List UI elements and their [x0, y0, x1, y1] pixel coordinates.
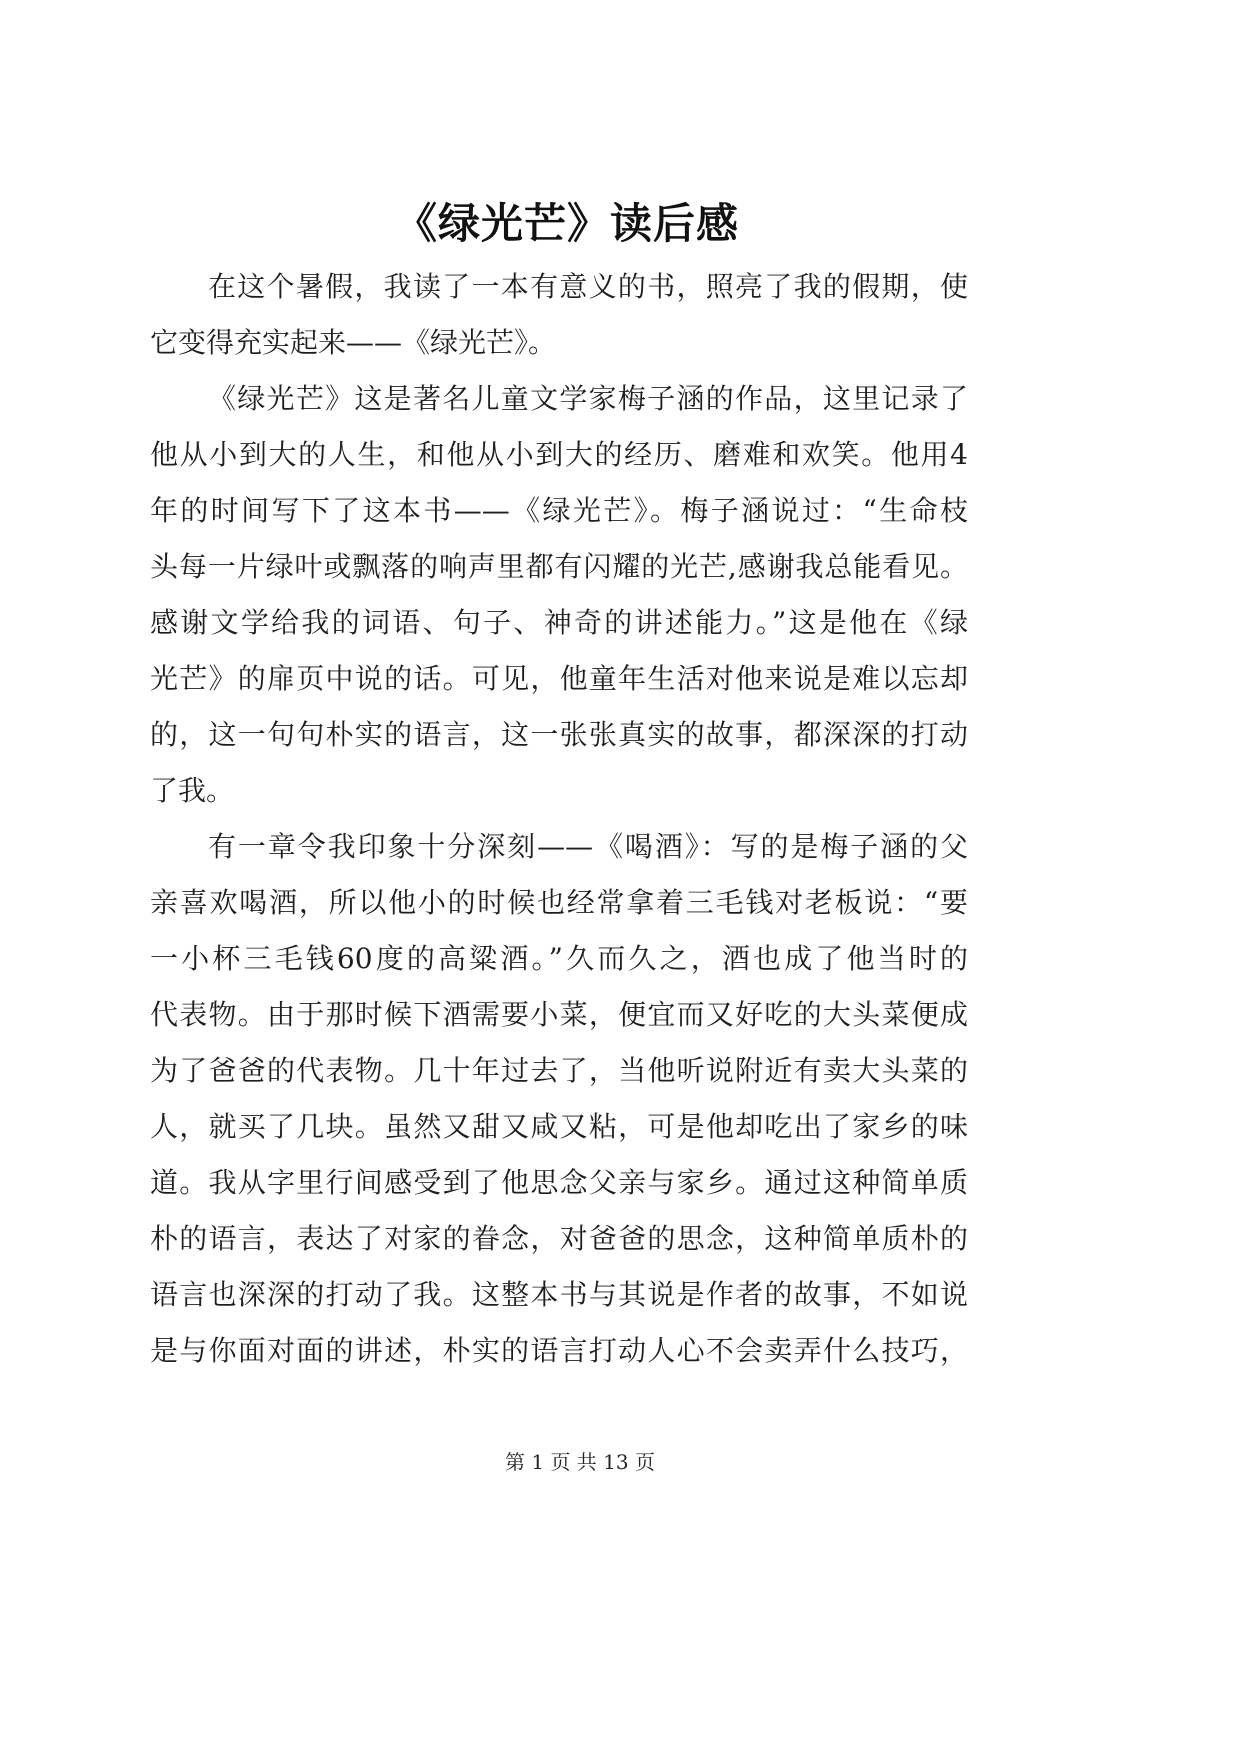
- text-line: 它变得充实起来——《绿光芒》。: [150, 326, 557, 359]
- text-line: 代表物。由于那时候下酒需要小菜，便宜而又好吃的大头菜便成: [150, 998, 968, 1031]
- document-title: 《绿光芒》读后感: [394, 199, 739, 248]
- text-line: 朴的语言，表达了对家的眷念，对爸爸的思念，这种简单质朴的: [150, 1222, 968, 1255]
- text-line: 为了爸爸的代表物。几十年过去了，当他听说附近有卖大头菜的: [150, 1054, 968, 1087]
- paragraph-3: [150, 819, 968, 1379]
- text-line: 光芒》的扉页中说的话。可见，他童年生活对他来说是难以忘却: [150, 662, 968, 695]
- text-line: 亲喜欢喝酒，所以他小的时候也经常拿着三毛钱对老板说：“要: [150, 886, 968, 919]
- text-line: 有一章令我印象十分深刻——《喝酒》：写的是梅子涵的父: [208, 830, 968, 863]
- text-line: 了我。: [150, 774, 235, 807]
- text-line: 他从小到大的人生，和他从小到大的经历、磨难和欢笑。他用4: [150, 438, 968, 471]
- text-line: 头每一片绿叶或飘落的响声里都有闪耀的光芒,感谢我总能看见。: [150, 550, 968, 583]
- paragraph-1: [150, 259, 968, 371]
- text-line: 在这个暑假，我读了一本有意义的书，照亮了我的假期，使: [208, 270, 968, 303]
- page-number-footer: 第 1 页 共 13 页: [505, 1450, 655, 1474]
- text-line: 的，这一句句朴实的语言，这一张张真实的故事，都深深的打动: [150, 718, 968, 751]
- text-line: 一小杯三毛钱60度的高粱酒。”久而久之，酒也成了他当时的: [150, 942, 968, 975]
- paragraph-2: [150, 371, 968, 819]
- document-body: [150, 259, 968, 1379]
- text-line: 道。我从字里行间感受到了他思念父亲与家乡。通过这种简单质: [150, 1166, 968, 1199]
- text-line: 感谢文学给我的词语、句子、神奇的讲述能力。”这是他在《绿: [150, 606, 968, 639]
- text-line: 语言也深深的打动了我。这整本书与其说是作者的故事，不如说: [150, 1278, 968, 1311]
- text-line: 人，就买了几块。虽然又甜又咸又粘，可是他却吃出了家乡的味: [150, 1110, 968, 1143]
- text-line: 是与你面对面的讲述，朴实的语言打动人心不会卖弄什么技巧，: [150, 1334, 968, 1367]
- text-line: 年的时间写下了这本书——《绿光芒》。梅子涵说过：“生命枝: [150, 494, 968, 527]
- text-line: 《绿光芒》这是著名儿童文学家梅子涵的作品，这里记录了: [208, 382, 968, 415]
